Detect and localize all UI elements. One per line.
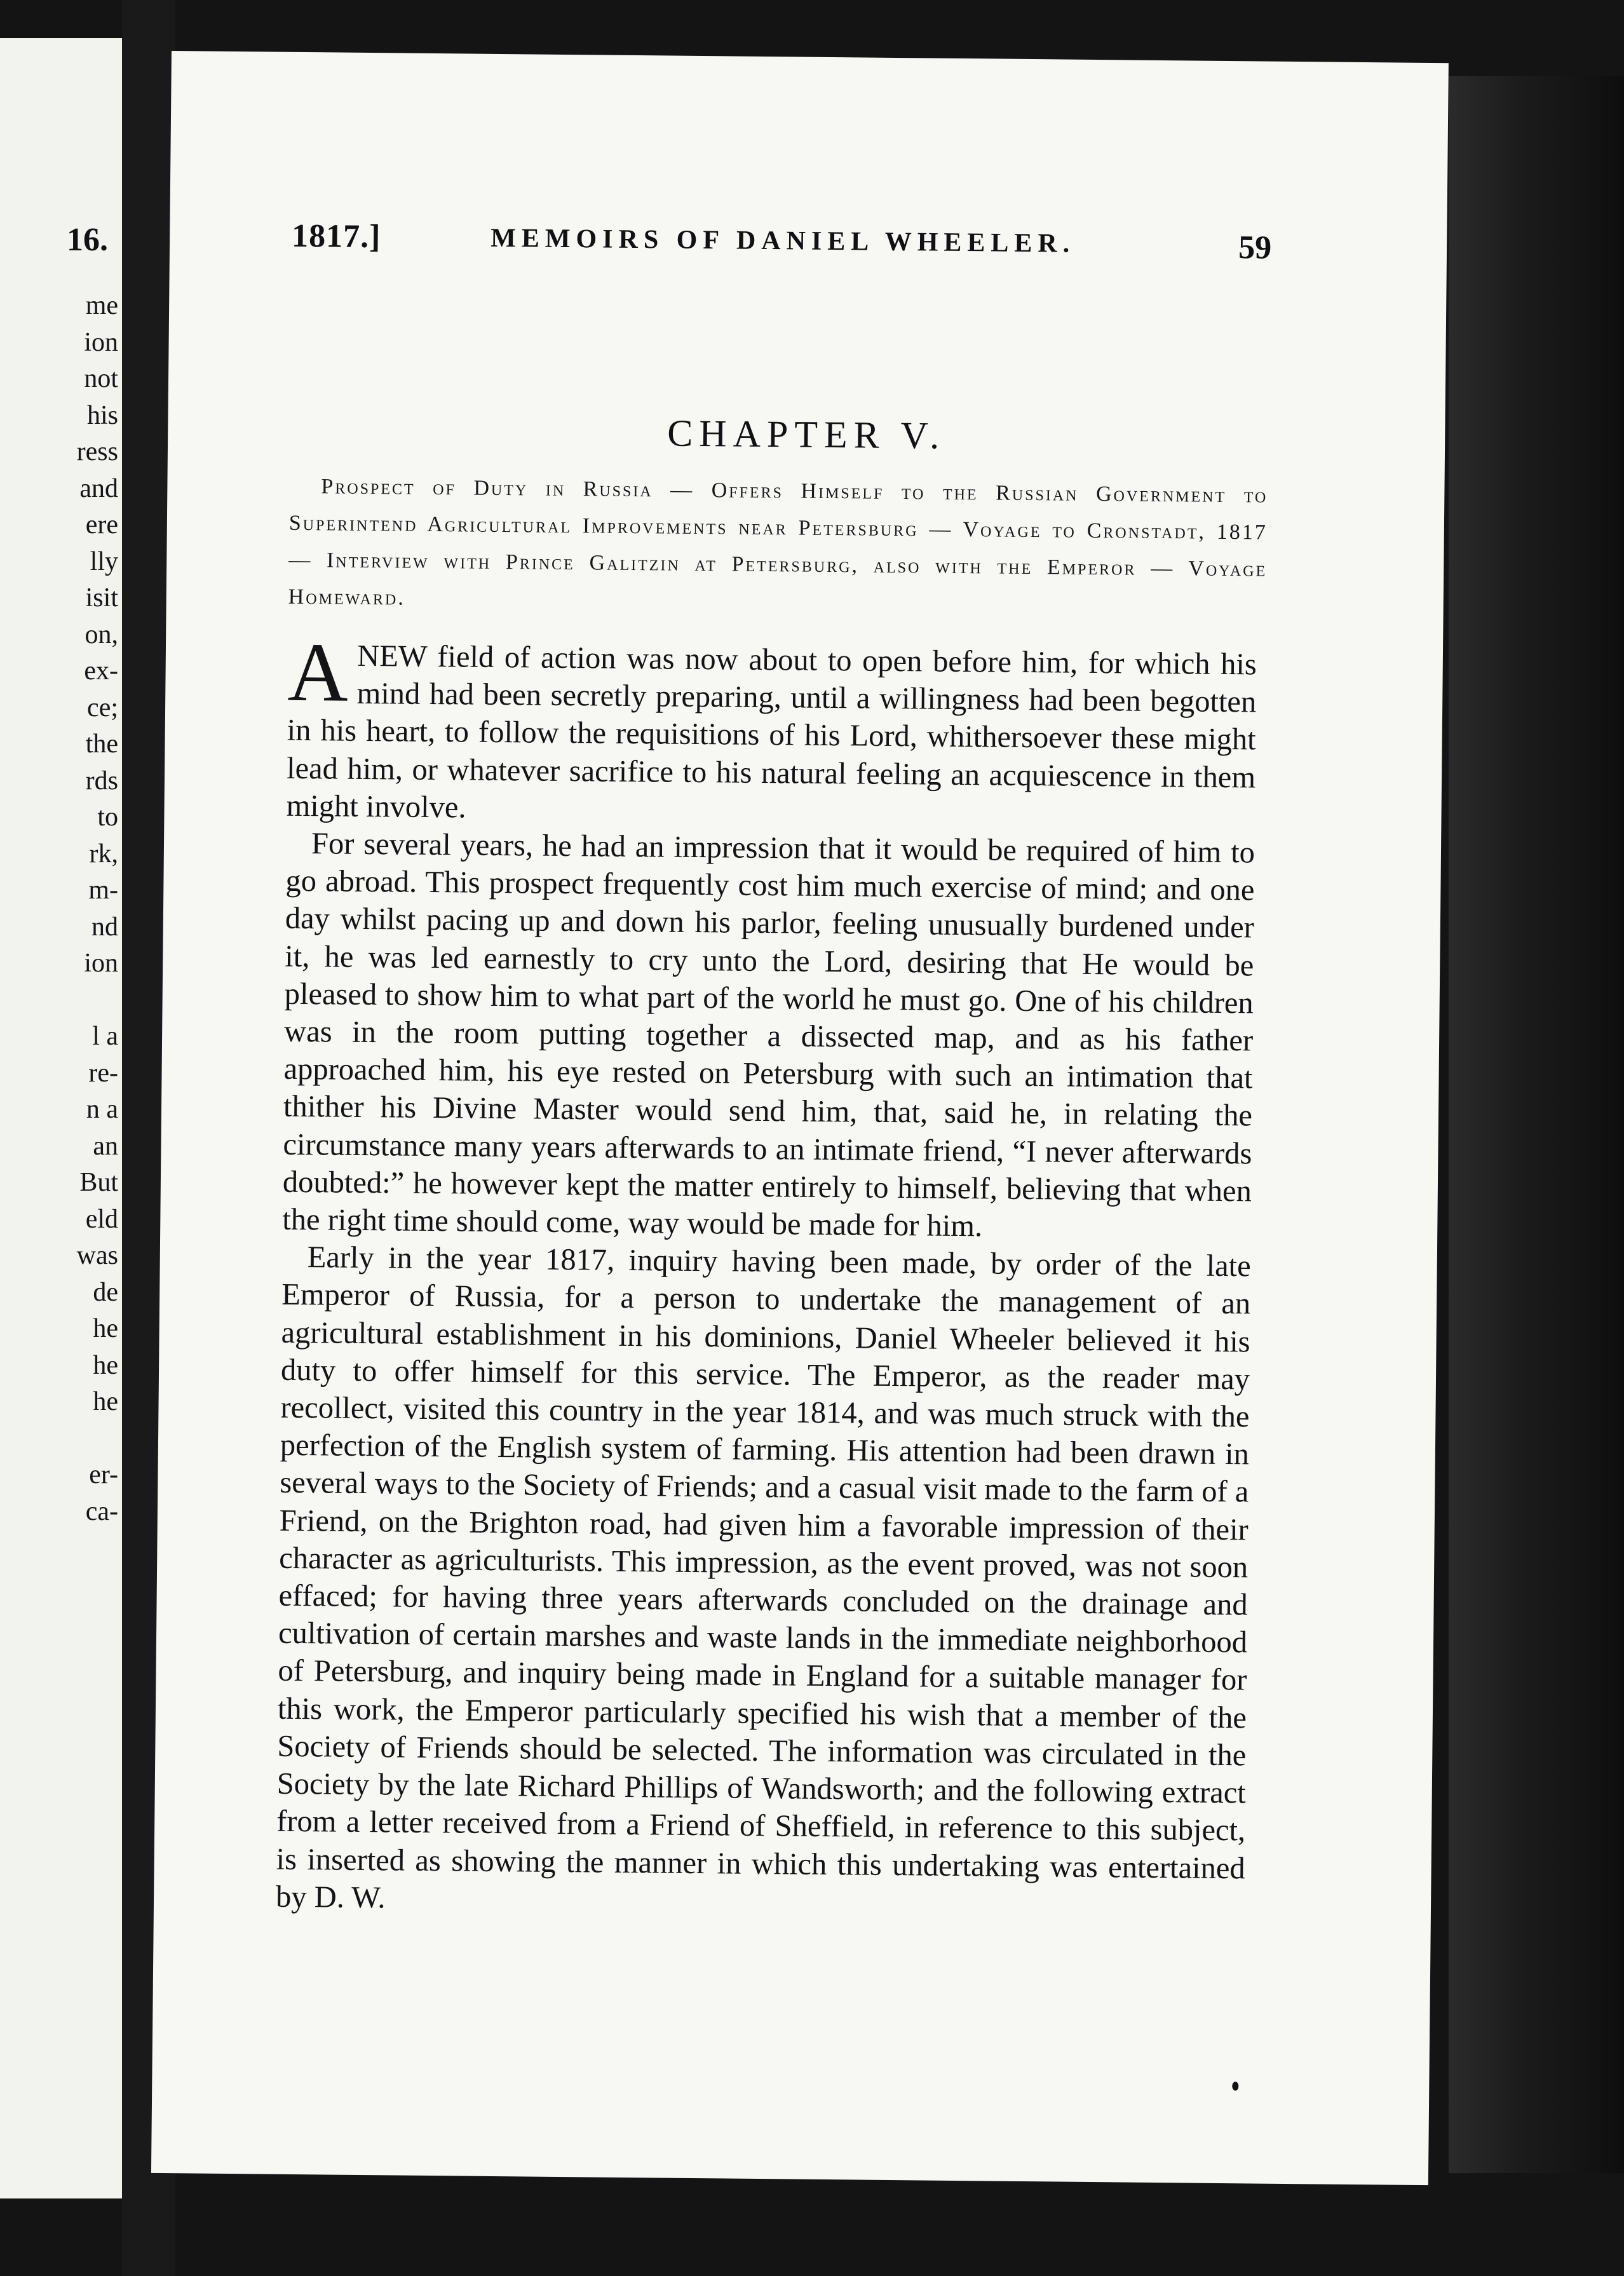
page-edge-shadow <box>1449 76 1624 2173</box>
left-page-line: he <box>93 1350 118 1380</box>
left-page-line: he <box>93 1314 118 1343</box>
left-facing-page <box>0 38 122 2198</box>
left-page-line: ca- <box>85 1496 118 1526</box>
header-year: 1817.] <box>291 217 381 255</box>
left-page-line: not <box>84 364 118 393</box>
left-page-line: his <box>86 400 118 430</box>
left-page-line: on, <box>85 620 118 649</box>
paragraph: For several years, he had an impression that it would be required of him to go abroad. This prospect frequently cost him much exercise of mind; and one day whilst pacing up and down his parlor, feeling unusually burdened under it, he was led earnestly to cry unto the Lord, desiring that He would be pleased to show him to what part of the world he must go. One of his children was in the room putting together a dissected map, and as his father approached him, his eye rested on Petersburg with such an intimation that thither his Divine Master would send him, that, said he, in relating the circumstance many years afterwards to an intimate friend, “I never afterwards doubted:” he however kept the matter entirely to himself, believing that when the right time should come, way would be made for him. <box>282 827 1255 1243</box>
left-page-line: to <box>97 803 118 832</box>
left-page-line: rk, <box>89 839 118 869</box>
left-page-line: ce; <box>87 693 118 722</box>
left-page-line: me <box>85 291 118 320</box>
left-page-line: ex- <box>84 656 118 686</box>
left-page-line: ion <box>84 327 118 357</box>
paragraph-text: NEW field of action was now about to open before him, for which his mind had been secretly preparing, until a willingness had been begotten in his heart, to follow the requisitions of his Lord, whithersoever these might lead him, or whatever sacrifice to his natural feeling an acquiescence in them might involve. <box>286 639 1257 825</box>
running-header <box>170 216 1447 279</box>
left-page-line: ere <box>85 510 118 539</box>
chapter-title: CHAPTER V. <box>667 412 946 457</box>
left-page-line: nd <box>91 912 118 942</box>
drop-cap: A <box>287 625 349 719</box>
left-page-line: ress <box>76 437 118 466</box>
left-page-line: eld <box>85 1204 118 1234</box>
left-page-line: rds <box>85 766 118 796</box>
speck-mark <box>1232 2082 1238 2090</box>
left-page-line: he <box>93 1387 118 1416</box>
left-page-line: er- <box>89 1460 118 1489</box>
paragraph <box>286 625 1257 834</box>
left-page-line: de <box>93 1277 118 1307</box>
left-page-line: But <box>79 1168 118 1197</box>
main-page <box>151 51 1449 2185</box>
left-page-line: the <box>85 729 118 759</box>
left-page-line: l a <box>92 1022 118 1051</box>
running-title: MEMOIRS OF DANIEL WHEELER. <box>490 223 1076 259</box>
left-page-line: ion <box>84 949 118 978</box>
left-page-line: lly <box>90 546 118 576</box>
left-page-line: m- <box>88 876 118 905</box>
left-page-line: was <box>76 1241 118 1270</box>
left-page-line: an <box>93 1131 118 1161</box>
left-page-header: 16. <box>67 222 108 258</box>
left-page-line: n a <box>86 1095 118 1124</box>
chapter-synopsis: Prospect of Duty in Russia — Offers Himself to the Russian Government to Superintend Agricultural Improvements near Petersburg — Voyage to Cronstadt, 1817 — Interview with Prince Galitzin at Petersburg, also with the Emperor — Voyage Homeward. <box>288 475 1268 610</box>
page-number: 59 <box>1238 229 1272 266</box>
left-page-line: isit <box>85 583 118 613</box>
paragraph: Early in the year 1817, inquiry having been made, by order of the late Emperor of Russia, for a person to undertake the management of an agricultural establishment in his dominions, Daniel Wheeler believed it his duty to offer himself for this service. The Emperor, as the reader may recollect, visited this country in the year 1814, and was much struck with the perfection of the English system of farming. His attention had been drawn in several ways to the Society of Friends; and a casual visit made to the farm of a Friend, on the Brighton road, had given him a favorable impression of their character as agriculturists. This impression, as the event proved, was not soon effaced; for having three years afterwards concluded on the drainage and cultivation of certain marshes and waste lands in the immediate neighborhood of Petersburg, and inquiry being made in England for a suitable manager for this work, the Emperor particularly specified his wish that a member of the Society of Friends should be selected. The information was circulated in the Society by the late Richard Phillips of Wandsworth; and the following extract from a letter received from a Friend of Sheffield, in reference to this subject, is inserted as showing the manner in which this undertaking was entertained by D. W. <box>275 1240 1251 1915</box>
body-text <box>275 625 1257 1925</box>
left-page-line: and <box>79 473 118 503</box>
left-page-line: re- <box>88 1058 118 1088</box>
